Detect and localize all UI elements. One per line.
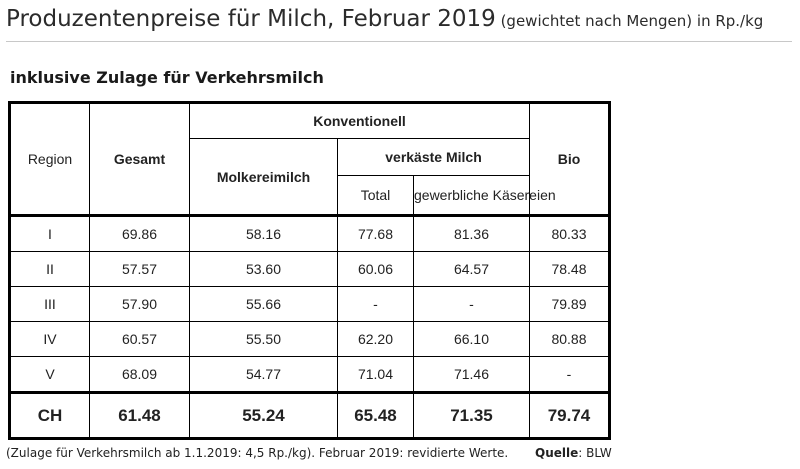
footnote: (Zulage für Verkehrsmilch ab 1.1.2019: 4,5 Rp./kg). Februar 2019: revidierte Werte. [6,446,509,460]
cell-region: III [10,287,90,322]
cell-gewerblich: 71.35 [414,393,530,439]
table-row [10,252,610,287]
cell-molkerei: 53.60 [190,252,338,287]
cell-bio: 80.88 [530,322,610,357]
cell-gesamt: 57.57 [90,252,190,287]
table-row [10,216,610,252]
header-verkaeste-milch: verkäste Milch [338,139,530,176]
header-molkereimilch: Molkereimilch [190,139,338,216]
cell-total: 71.04 [338,357,414,393]
cell-gewerblich: 71.46 [414,357,530,393]
title-divider [6,41,792,42]
header-gesamt: Gesamt [90,103,190,216]
cell-gesamt: 57.90 [90,287,190,322]
source-value: : BLW [578,446,612,460]
cell-gesamt: 68.09 [90,357,190,393]
source-credit [535,446,612,460]
table-row [10,287,610,322]
section-heading: inklusive Zulage für Verkehrsmilch [10,68,324,87]
cell-molkerei: 54.77 [190,357,338,393]
cell-bio: 79.89 [530,287,610,322]
cell-bio: - [530,357,610,393]
cell-region: I [10,216,90,252]
table-row [10,322,610,357]
title-main: Produzentenpreise für Milch, Februar 2019 [6,6,496,32]
cell-gewerblich: 66.10 [414,322,530,357]
cell-bio: 79.74 [530,393,610,439]
cell-region: CH [10,393,90,439]
page-title [6,4,794,36]
cell-total: 62.20 [338,322,414,357]
header-total: Total [338,176,414,216]
cell-gewerblich: 64.57 [414,252,530,287]
cell-total: - [338,287,414,322]
cell-bio: 80.33 [530,216,610,252]
price-table [8,101,611,440]
cell-gesamt: 69.86 [90,216,190,252]
cell-region: V [10,357,90,393]
cell-region: IV [10,322,90,357]
header-region: Region [10,103,90,216]
table-row [10,357,610,393]
cell-bio: 78.48 [530,252,610,287]
cell-molkerei: 55.66 [190,287,338,322]
title-subtitle: (gewichtet nach Mengen) in Rp./kg [495,12,764,30]
cell-gesamt: 61.48 [90,393,190,439]
source-label: Quelle [535,446,579,460]
cell-gewerblich: - [414,287,530,322]
cell-total: 60.06 [338,252,414,287]
cell-molkerei: 55.24 [190,393,338,439]
cell-gesamt: 60.57 [90,322,190,357]
cell-total: 77.68 [338,216,414,252]
table-total-row [10,393,610,439]
cell-molkerei: 55.50 [190,322,338,357]
cell-total: 65.48 [338,393,414,439]
header-gewerbliche: gewerbliche Käsereien [414,176,530,216]
cell-gewerblich: 81.36 [414,216,530,252]
cell-molkerei: 58.16 [190,216,338,252]
header-konventionell: Konventionell [190,103,530,139]
header-bio: Bio [530,103,610,216]
cell-region: II [10,252,90,287]
